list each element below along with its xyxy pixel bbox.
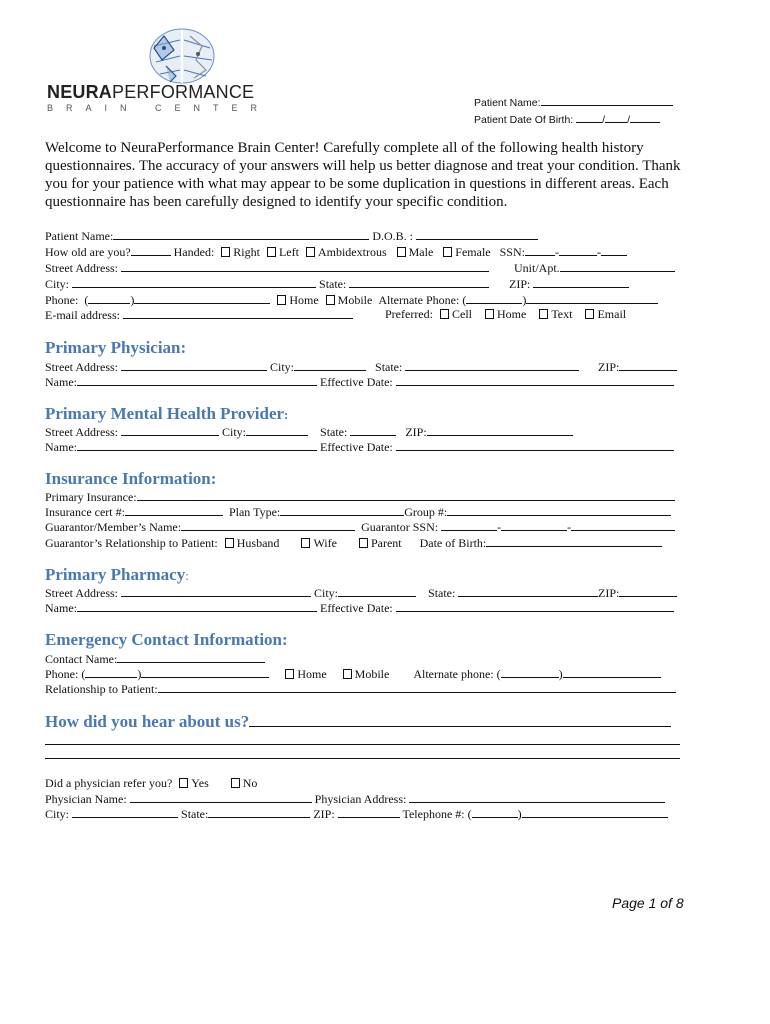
patient-phone-row[interactable]: Phone: ( ) Home Mobile Alternate Phone: ( ) xyxy=(45,292,658,307)
physician-zip-row[interactable]: ZIP: xyxy=(598,359,677,374)
parent-checkbox[interactable] xyxy=(359,538,368,548)
physician-name-row[interactable]: Name: Effective Date: xyxy=(45,374,674,389)
preferred-cell-checkbox[interactable] xyxy=(440,309,449,319)
primary-physician-heading: Primary Physician: xyxy=(45,338,187,357)
mental-address-row[interactable]: Street Address: City: State: ZIP: xyxy=(45,424,573,439)
hear-about-line-1[interactable] xyxy=(45,744,680,745)
insurance-heading: Insurance Information: xyxy=(45,469,217,488)
logo-brand-light: PERFORMANCE xyxy=(112,82,255,102)
intro-paragraph: Welcome to NeuraPerformance Brain Center! Carefully complete all of the following health history questionnaires. The accuracy of your answers will help us better diagnose and treat your condition. Thank you for your patience with what may appear to be some duplication in questions in different areas. Each questionnaire has been carefully designed to identify your specific condition. xyxy=(45,140,681,210)
pharmacy-heading: Primary Pharmacy: xyxy=(45,565,189,584)
guarantor-row[interactable]: Guarantor/Member’s Name: Guarantor SSN: - - xyxy=(45,519,675,534)
pharmacy-name-row[interactable]: Name: Effective Date: xyxy=(45,600,674,615)
patient-city-row[interactable]: City: State: xyxy=(45,276,489,291)
mental-health-heading: Primary Mental Health Provider: xyxy=(45,404,289,423)
home-phone-checkbox[interactable] xyxy=(277,295,286,305)
hear-about-row[interactable] xyxy=(45,711,671,732)
insurance-cert-row[interactable]: Insurance cert #: Plan Type: Group #: xyxy=(45,504,671,519)
emergency-heading: Emergency Contact Information: xyxy=(45,630,288,649)
header-patient-name[interactable]: Patient Name: xyxy=(474,94,673,110)
patient-age-row[interactable]: How old are you? Handed: Right Left Ambidextrous Male Female SSN: - - xyxy=(45,244,627,259)
ambidextrous-checkbox[interactable] xyxy=(306,247,315,257)
referral-row[interactable]: Did a physician refer you? Yes No xyxy=(45,776,258,790)
logo xyxy=(45,22,271,114)
primary-insurance-row[interactable]: Primary Insurance: xyxy=(45,489,675,504)
physician-referral-row[interactable]: Physician Name: Physician Address: xyxy=(45,791,665,806)
physician-address-row[interactable]: Street Address: City: State: xyxy=(45,359,579,374)
referral-yes-checkbox[interactable] xyxy=(179,778,188,788)
female-checkbox[interactable] xyxy=(443,247,452,257)
page-number: Page 1 of 8 xyxy=(612,895,684,911)
mobile-phone-checkbox[interactable] xyxy=(326,295,335,305)
pharmacy-address-row[interactable]: Street Address: City: State: xyxy=(45,585,598,600)
hear-about-heading: How did you hear about us? xyxy=(45,712,250,731)
emergency-contact-row[interactable]: Contact Name: xyxy=(45,651,265,666)
male-checkbox[interactable] xyxy=(397,247,406,257)
patient-zip-row[interactable]: ZIP: xyxy=(509,276,629,291)
husband-checkbox[interactable] xyxy=(225,538,234,548)
patient-email-row[interactable]: E-mail address: xyxy=(45,307,353,322)
preferred-text-checkbox[interactable] xyxy=(539,309,548,319)
patient-unit-row[interactable]: Unit/Apt. xyxy=(514,260,675,275)
emergency-mobile-checkbox[interactable] xyxy=(343,669,352,679)
hear-about-line-2[interactable] xyxy=(45,758,680,759)
emergency-home-checkbox[interactable] xyxy=(285,669,294,679)
header-patient-dob[interactable]: Patient Date Of Birth: / / xyxy=(474,111,673,127)
emergency-phone-row[interactable]: Phone: ( ) Home Mobile Alternate phone: ( ) xyxy=(45,666,661,681)
logo-tagline: BRAIN CENTER xyxy=(47,103,271,113)
left-checkbox[interactable] xyxy=(267,247,276,257)
preferred-email-checkbox[interactable] xyxy=(585,309,594,319)
referral-no-checkbox[interactable] xyxy=(231,778,240,788)
preferred-contact-row[interactable]: Preferred: Cell Home Text Email xyxy=(385,307,627,321)
guarantor-relationship-row[interactable]: Guarantor’s Relationship to Patient: Husband Wife Parent Date of Birth: xyxy=(45,535,662,550)
mental-name-row[interactable]: Name: Effective Date: xyxy=(45,439,674,454)
patient-name-row[interactable]: Patient Name: D.O.B. : xyxy=(45,228,538,243)
wife-checkbox[interactable] xyxy=(301,538,310,548)
physician-location-row[interactable]: City: State: ZIP: Telephone #: ( ) xyxy=(45,806,668,821)
emergency-relationship-row[interactable]: Relationship to Patient: xyxy=(45,681,676,696)
patient-street-row[interactable]: Street Address: xyxy=(45,260,489,275)
logo-brand-bold: NEURA xyxy=(47,82,113,102)
preferred-home-checkbox[interactable] xyxy=(485,309,494,319)
right-checkbox[interactable] xyxy=(221,247,230,257)
pharmacy-zip-row[interactable]: ZIP: xyxy=(598,585,677,600)
